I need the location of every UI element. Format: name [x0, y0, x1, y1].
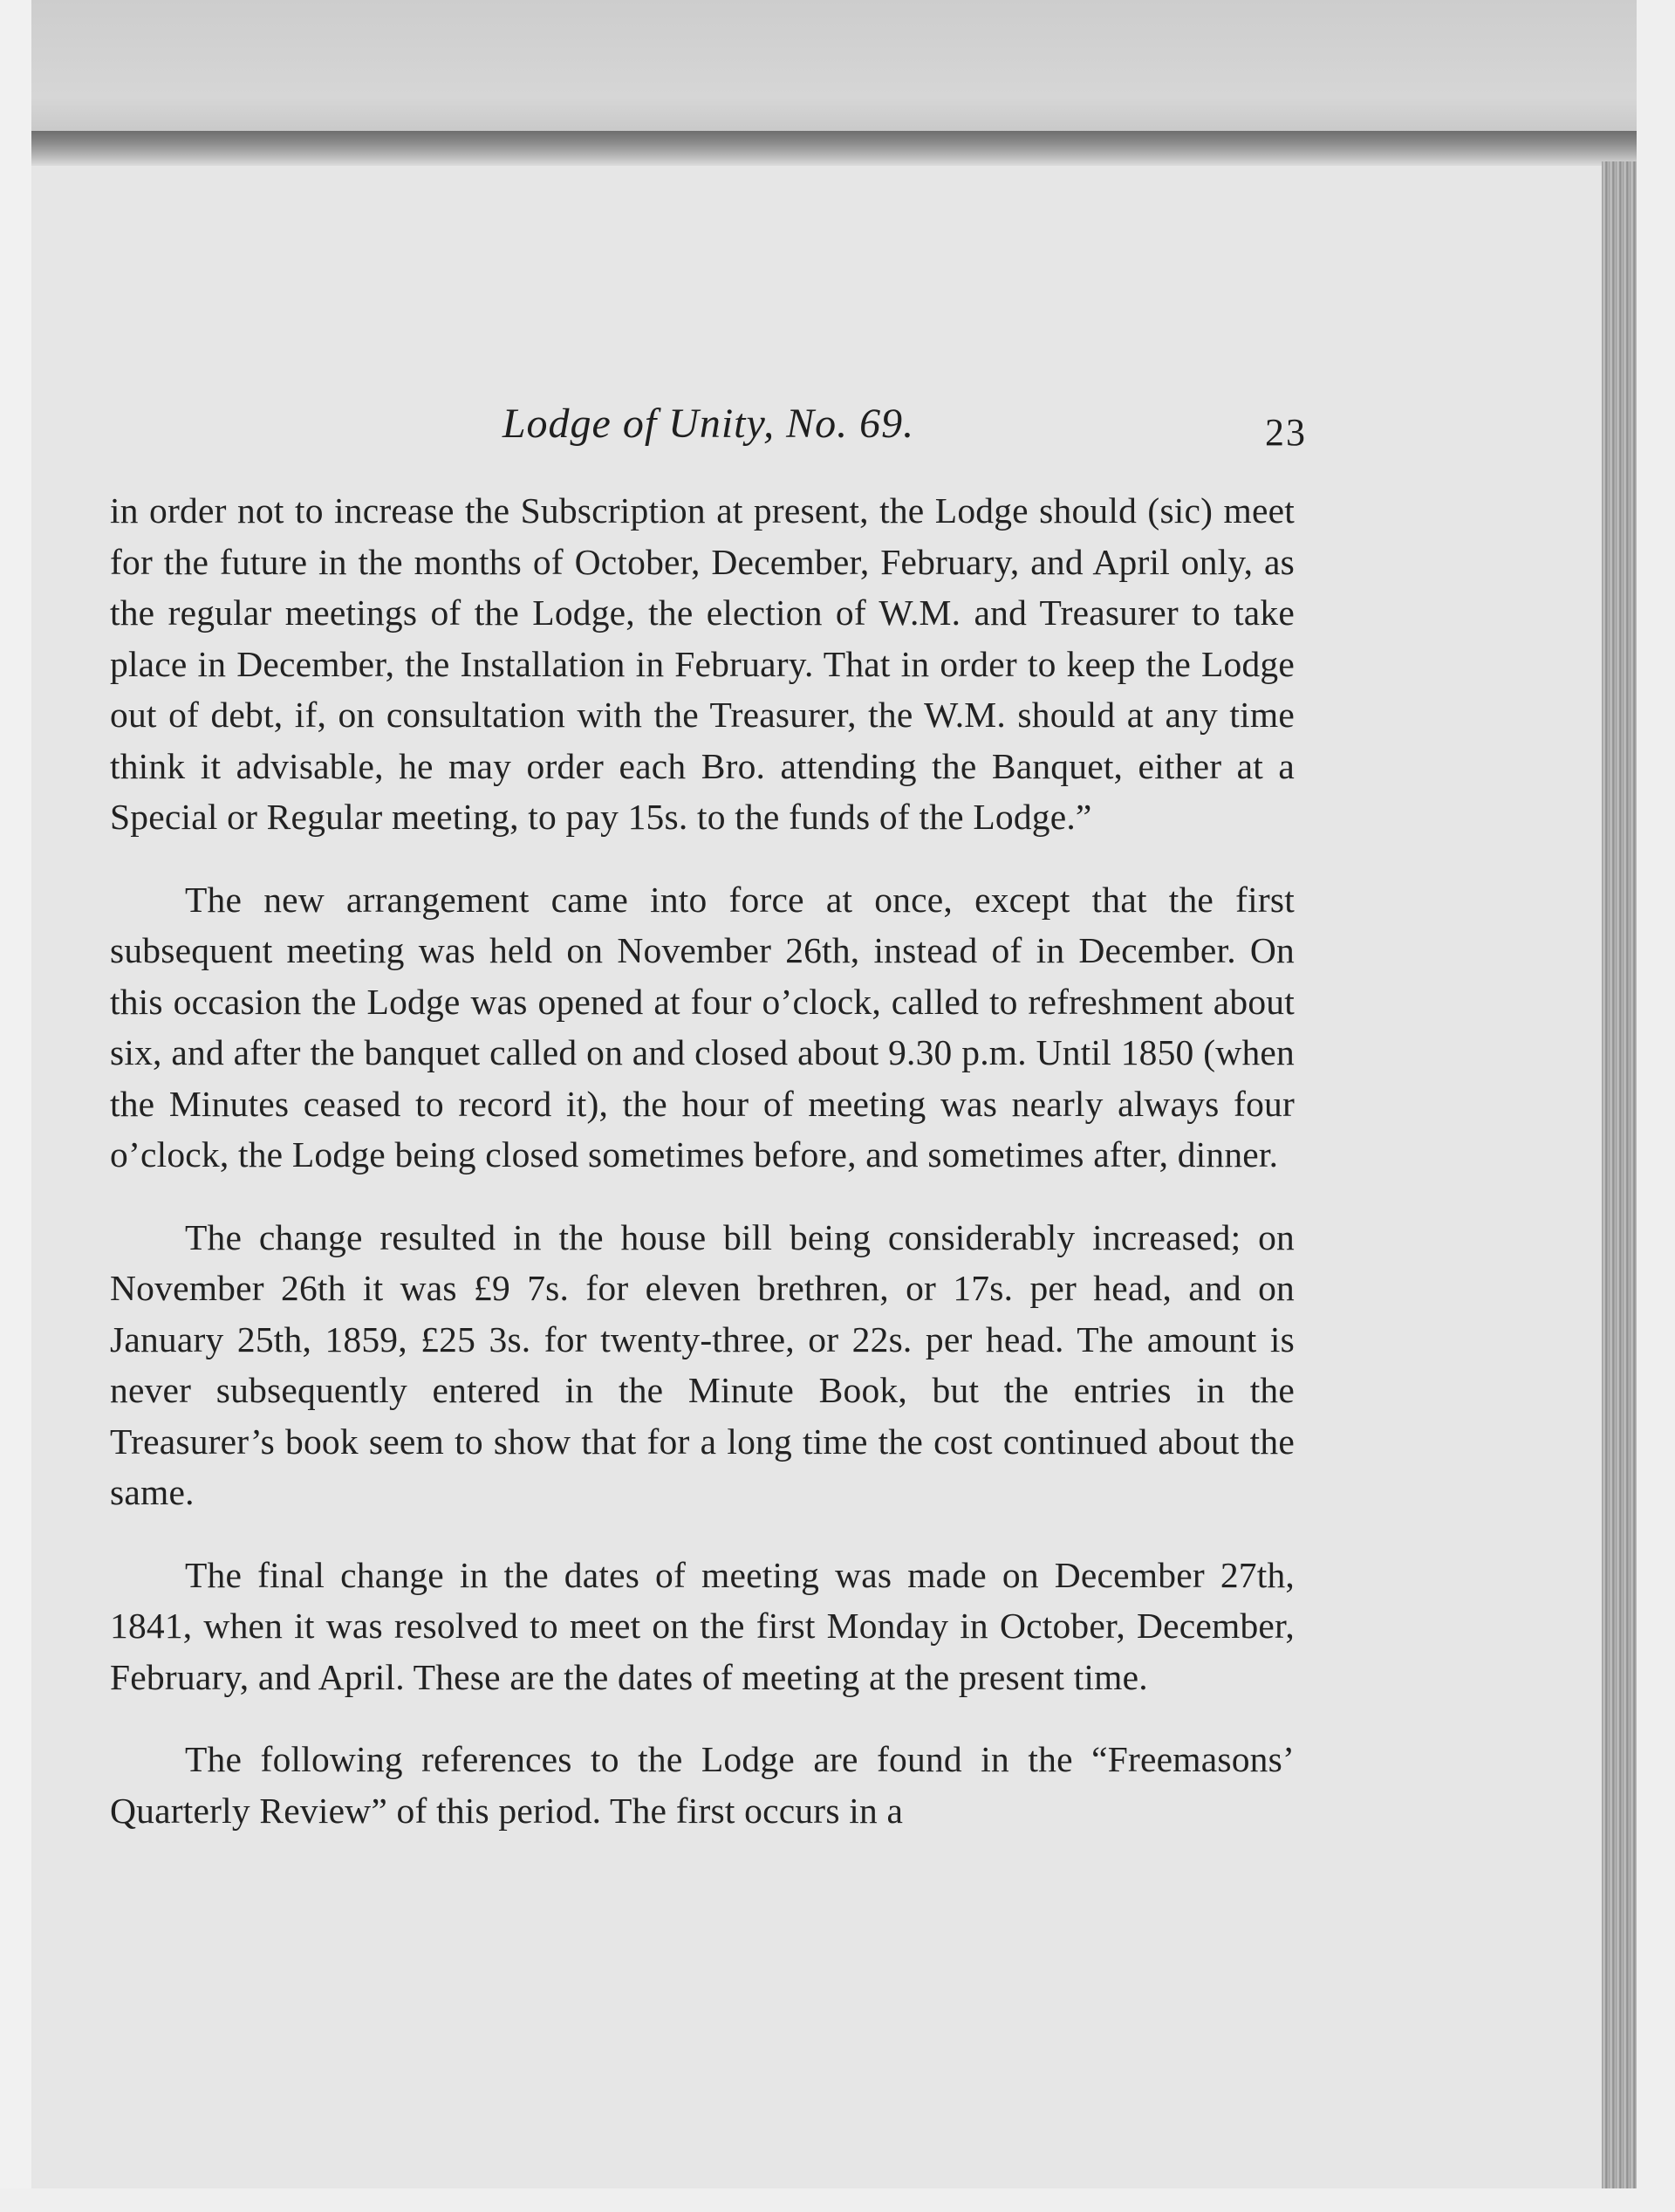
paragraph-2: The new arrangement came into force at once, except that the first subsequent meeting was held on November 26th, instead of in December. On this occasion the Lodge was opened at four o’clock, called to refreshment about six, and after the banquet called on and closed about 9.30 p.m. Until 1850 (when the Minutes ceased to record it), the hour of meeting was nearly always four o’clock, the Lodge being closed sometimes before, and sometimes after, dinner. [110, 879, 1295, 1174]
scanner-margin-bottom [0, 2188, 1675, 2212]
page-top-edge-shadow [31, 131, 1637, 166]
paragraph-3: The change resulted in the house bill being considerably increased; on November 26th it was £9 7s. for eleven brethren, or 17s. per head, and on January 25th, 1859, £25 3s. for twenty-three, or 22s. per head. The amount is never subsequently entered in the Minute Book, but the entries in the Treasurer’s book seem to show that for a long time the cost continued about the same. [110, 1216, 1295, 1512]
page-stack-edge [1602, 161, 1637, 2212]
scanner-margin-left [0, 0, 31, 2212]
page-number: 23 [1265, 411, 1307, 454]
paragraph-1: in order not to increase the Subscription at present, the Lodge should (sic) meet for the future in the months of October, December, February, and April only, as the regular meetings of the Lodge, the election of W.M. and Treasurer to take place in December, the Installation in February. That in order to keep the Lodge out of debt, if, on consultation with the Treasurer, the W.M. should at any time think it advisable, he may order each Bro. attending the Banquet, either at a Special or Regular meeting, to pay 15s. to the funds of the Lodge.” [110, 490, 1295, 837]
running-title: Lodge of Unity, No. 69. [502, 401, 915, 447]
scanner-background-top [0, 0, 1675, 140]
body-text [110, 485, 1295, 1836]
scanner-margin-right [1637, 0, 1675, 2212]
paragraph-5: The following references to the Lodge are found in the “Freemasons’ Quarterly Review” of this period. The first occurs in a [110, 1739, 1295, 1831]
running-head [110, 384, 1307, 462]
paragraph-4: The final change in the dates of meeting was made on December 27th, 1841, when it was resolved to meet on the first Monday in October, December, February, and April. These are the dates of meeting at the present time. [110, 1554, 1295, 1697]
